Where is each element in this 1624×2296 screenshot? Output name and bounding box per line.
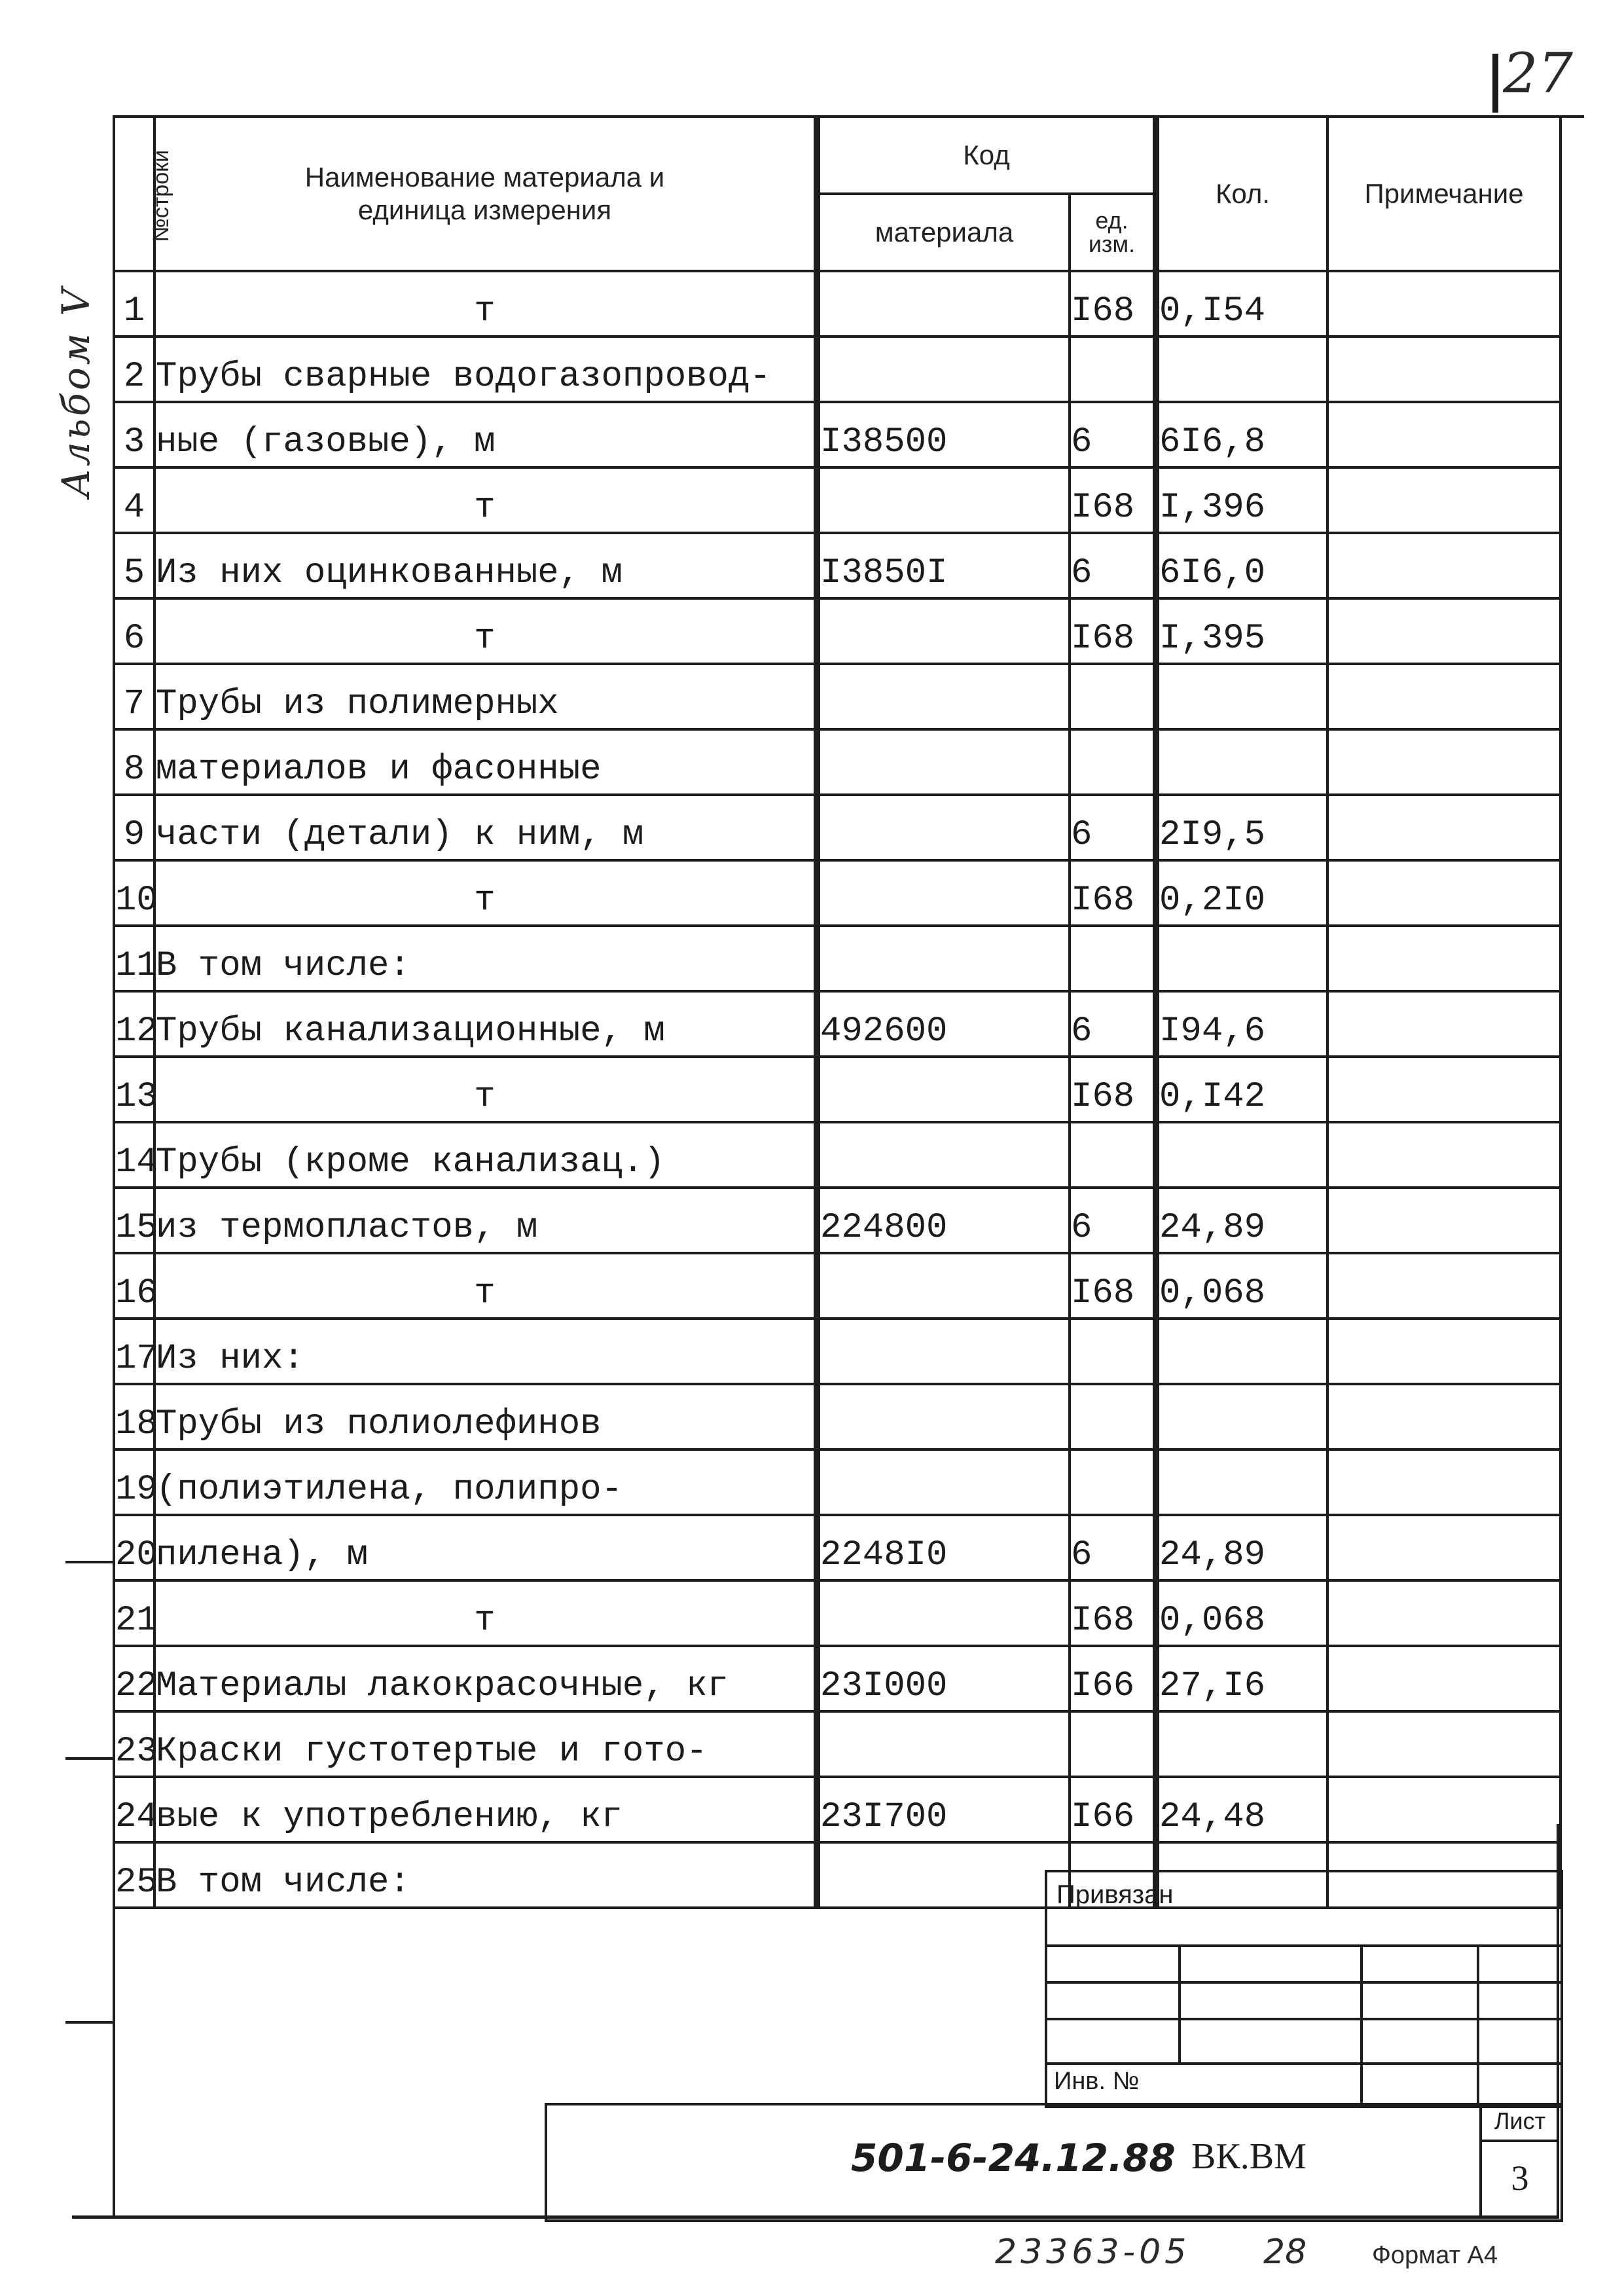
quantity: 0,068 xyxy=(1156,1580,1327,1646)
table-row xyxy=(114,1188,1561,1253)
quantity: 24,89 xyxy=(1156,1188,1327,1253)
code-unit-header: ед. изм. xyxy=(1070,194,1156,271)
stamp-grid-line xyxy=(1047,2062,1561,2065)
material-code: 224800 xyxy=(817,1188,1070,1253)
note xyxy=(1327,1253,1561,1319)
table-row xyxy=(114,991,1561,1057)
row-number: 13 xyxy=(114,1057,154,1122)
note xyxy=(1327,1319,1561,1384)
unit-code: 6 xyxy=(1070,402,1156,467)
row-number: 17 xyxy=(114,1319,154,1384)
material-name: т xyxy=(154,1057,817,1122)
material-code: I3850I xyxy=(817,533,1070,598)
note xyxy=(1327,1580,1561,1646)
note xyxy=(1327,1122,1561,1188)
material-code xyxy=(817,271,1070,337)
note xyxy=(1327,1515,1561,1580)
note xyxy=(1327,402,1561,467)
table-row xyxy=(114,926,1561,991)
row-number: 3 xyxy=(114,402,154,467)
table-row xyxy=(114,795,1561,860)
row-number-header-text: №строки xyxy=(148,149,173,242)
unit-code: 6 xyxy=(1070,1188,1156,1253)
material-name: Трубы из полимерных xyxy=(154,664,817,729)
album-label xyxy=(54,262,99,498)
material-code xyxy=(817,598,1070,664)
material-name: т xyxy=(154,860,817,926)
quantity xyxy=(1156,1711,1327,1777)
material-name: Из них: xyxy=(154,1319,817,1384)
quantity xyxy=(1156,1319,1327,1384)
table-row xyxy=(114,729,1561,795)
row-number: 15 xyxy=(114,1188,154,1253)
margin-tick xyxy=(65,1561,114,1563)
note xyxy=(1327,991,1561,1057)
material-code xyxy=(817,1057,1070,1122)
unit-code: I68 xyxy=(1070,467,1156,533)
note xyxy=(1327,1057,1561,1122)
quantity xyxy=(1156,729,1327,795)
table-row xyxy=(114,1122,1561,1188)
row-number: 8 xyxy=(114,729,154,795)
material-code xyxy=(817,337,1070,402)
material-name: В том числе: xyxy=(154,1842,817,1908)
note xyxy=(1327,533,1561,598)
row-number-header xyxy=(114,117,173,271)
unit-code: I68 xyxy=(1070,271,1156,337)
inventory-number-label: Инв. № xyxy=(1054,2068,1140,2095)
stamp-grid-line xyxy=(1047,2018,1561,2020)
document-code: 501-6-24.12.88 xyxy=(851,2136,1176,2180)
material-code xyxy=(817,1449,1070,1515)
frame-left-line xyxy=(113,1824,115,2217)
note xyxy=(1327,1646,1561,1711)
stamp-grid-line xyxy=(1047,1944,1561,1947)
stamp-grid-line xyxy=(1047,1981,1561,1984)
quantity: 2I9,5 xyxy=(1156,795,1327,860)
row-number: 18 xyxy=(114,1384,154,1449)
row-number: 4 xyxy=(114,467,154,533)
note xyxy=(1327,795,1561,860)
row-number: 23 xyxy=(114,1711,154,1777)
quantity xyxy=(1156,1384,1327,1449)
material-code xyxy=(817,1253,1070,1319)
material-name: вые к употреблению, кг xyxy=(154,1777,817,1842)
material-code: I38500 xyxy=(817,402,1070,467)
specification-table xyxy=(113,115,1562,1909)
quantity-header: Кол. xyxy=(1156,117,1327,271)
quantity: 0,I54 xyxy=(1156,271,1327,337)
material-name: материалов и фасонные xyxy=(154,729,817,795)
code-group-header: Код xyxy=(817,117,1156,194)
sheet-label: Лист xyxy=(1482,2103,1558,2142)
table-row xyxy=(114,1319,1561,1384)
unit-code: 6 xyxy=(1070,533,1156,598)
material-code xyxy=(817,1122,1070,1188)
quantity: 0,068 xyxy=(1156,1253,1327,1319)
note-header: Примечание xyxy=(1327,117,1561,271)
row-number: 1 xyxy=(114,271,154,337)
table-row xyxy=(114,1449,1561,1515)
quantity xyxy=(1156,1449,1327,1515)
page-number-bar xyxy=(1492,54,1498,113)
material-code xyxy=(817,1711,1070,1777)
quantity: 27,I6 xyxy=(1156,1646,1327,1711)
row-number: 7 xyxy=(114,664,154,729)
unit-code: I66 xyxy=(1070,1777,1156,1842)
row-number: 12 xyxy=(114,991,154,1057)
table-row xyxy=(114,598,1561,664)
unit-code: 6 xyxy=(1070,1515,1156,1580)
margin-tick xyxy=(65,1757,114,1760)
note xyxy=(1327,1449,1561,1515)
unit-code: I68 xyxy=(1070,1253,1156,1319)
unit-code: I66 xyxy=(1070,1646,1156,1711)
material-name: Трубы сварные водогазопровод- xyxy=(154,337,817,402)
format-label: Формат А4 xyxy=(1372,2242,1498,2269)
unit-code xyxy=(1070,926,1156,991)
note xyxy=(1327,664,1561,729)
unit-code: I68 xyxy=(1070,1057,1156,1122)
table-row xyxy=(114,1711,1561,1777)
header-row-top xyxy=(114,117,1561,194)
note xyxy=(1327,860,1561,926)
material-name: Краски густотертые и гото- xyxy=(154,1711,817,1777)
unit-code xyxy=(1070,1122,1156,1188)
quantity: 0,I42 xyxy=(1156,1057,1327,1122)
row-number: 2 xyxy=(114,337,154,402)
table-row xyxy=(114,1057,1561,1122)
material-name: т xyxy=(154,1580,817,1646)
quantity: I94,6 xyxy=(1156,991,1327,1057)
quantity: 0,2I0 xyxy=(1156,860,1327,926)
note xyxy=(1327,1711,1561,1777)
stamp-grid-vline xyxy=(1360,1944,1363,2105)
material-code xyxy=(817,1842,1070,1908)
material-code xyxy=(817,664,1070,729)
material-name: ные (газовые), м xyxy=(154,402,817,467)
row-number: 20 xyxy=(114,1515,154,1580)
note xyxy=(1327,1777,1561,1842)
note xyxy=(1327,926,1561,991)
material-name: из термопластов, м xyxy=(154,1188,817,1253)
album-label-text: Альбом V xyxy=(54,285,98,498)
unit-code xyxy=(1070,1711,1156,1777)
unit-code xyxy=(1070,1319,1156,1384)
note xyxy=(1327,271,1561,337)
quantity: 6I6,8 xyxy=(1156,402,1327,467)
quantity: 24,48 xyxy=(1156,1777,1327,1842)
unit-code xyxy=(1070,664,1156,729)
material-code xyxy=(817,1384,1070,1449)
row-number: 22 xyxy=(114,1646,154,1711)
document-suffix: ВК.ВМ xyxy=(1191,2136,1307,2177)
row-number: 14 xyxy=(114,1122,154,1188)
stamp-grid-vline xyxy=(1477,1944,1479,2105)
note xyxy=(1327,467,1561,533)
table-row xyxy=(114,1646,1561,1711)
material-code: 2248I0 xyxy=(817,1515,1070,1580)
material-code xyxy=(817,467,1070,533)
note xyxy=(1327,1188,1561,1253)
material-code: 492600 xyxy=(817,991,1070,1057)
row-number: 21 xyxy=(114,1580,154,1646)
material-name: Из них оцинкованные, м xyxy=(154,533,817,598)
sheet-number: 3 xyxy=(1511,2159,1529,2198)
table-row xyxy=(114,271,1561,337)
material-name: т xyxy=(154,1253,817,1319)
unit-code: I68 xyxy=(1070,598,1156,664)
material-code xyxy=(817,926,1070,991)
quantity xyxy=(1156,337,1327,402)
table-row xyxy=(114,1777,1561,1842)
quantity xyxy=(1156,664,1327,729)
quantity xyxy=(1156,1122,1327,1188)
note xyxy=(1327,729,1561,795)
material-name: Материалы лакокрасочные, кг xyxy=(154,1646,817,1711)
row-number: 25 xyxy=(114,1842,154,1908)
material-name: Трубы из полиолефинов xyxy=(154,1384,817,1449)
row-number: 9 xyxy=(114,795,154,860)
unit-code: I68 xyxy=(1070,1580,1156,1646)
table-row xyxy=(114,1515,1561,1580)
table-row xyxy=(114,860,1561,926)
table-row xyxy=(114,664,1561,729)
table-row xyxy=(114,1384,1561,1449)
material-name: Трубы канализационные, м xyxy=(154,991,817,1057)
quantity xyxy=(1156,926,1327,991)
material-name: т xyxy=(154,467,817,533)
material-code xyxy=(817,1319,1070,1384)
table-row xyxy=(114,402,1561,467)
material-code xyxy=(817,795,1070,860)
note xyxy=(1327,598,1561,664)
page-number: 27 xyxy=(1503,41,1573,105)
quantity: I,396 xyxy=(1156,467,1327,533)
note xyxy=(1327,1384,1561,1449)
handwritten-number: 23363-05 xyxy=(995,2232,1191,2272)
unit-code: I68 xyxy=(1070,860,1156,926)
unit-code: 6 xyxy=(1070,991,1156,1057)
material-name: (полиэтилена, полипро- xyxy=(154,1449,817,1515)
material-name: В том числе: xyxy=(154,926,817,991)
row-number: 16 xyxy=(114,1253,154,1319)
table-row xyxy=(114,337,1561,402)
material-code: 23I700 xyxy=(817,1777,1070,1842)
table-row xyxy=(114,1253,1561,1319)
unit-code xyxy=(1070,729,1156,795)
table-row xyxy=(114,533,1561,598)
row-number: 10 xyxy=(114,860,154,926)
unit-code xyxy=(1070,337,1156,402)
material-name: Трубы (кроме канализац.) xyxy=(154,1122,817,1188)
material-name: т xyxy=(154,598,817,664)
row-number: 5 xyxy=(114,533,154,598)
handwritten-page: 28 xyxy=(1263,2232,1307,2272)
quantity: 24,89 xyxy=(1156,1515,1327,1580)
name-header: Наименование материала и единица измерения xyxy=(154,117,817,271)
table-body xyxy=(114,271,1561,1908)
note xyxy=(1327,337,1561,402)
unit-code xyxy=(1070,1384,1156,1449)
material-name: т xyxy=(154,271,817,337)
margin-tick xyxy=(65,2021,114,2024)
attached-label: Привязан xyxy=(1056,1880,1174,1909)
table-row xyxy=(114,1580,1561,1646)
approval-stamp xyxy=(1045,1870,1563,2108)
stamp-grid-vline xyxy=(1178,1944,1181,2062)
row-number: 11 xyxy=(114,926,154,991)
table-row xyxy=(114,467,1561,533)
quantity: I,395 xyxy=(1156,598,1327,664)
material-code xyxy=(817,860,1070,926)
material-name: пилена), м xyxy=(154,1515,817,1580)
unit-code: 6 xyxy=(1070,795,1156,860)
row-number: 6 xyxy=(114,598,154,664)
material-code xyxy=(817,729,1070,795)
material-code: 23I000 xyxy=(817,1646,1070,1711)
row-number: 19 xyxy=(114,1449,154,1515)
unit-code xyxy=(1070,1449,1156,1515)
material-code xyxy=(817,1580,1070,1646)
row-number: 24 xyxy=(114,1777,154,1842)
quantity: 6I6,0 xyxy=(1156,533,1327,598)
material-name: части (детали) к ним, м xyxy=(154,795,817,860)
code-material-header: материала xyxy=(817,194,1070,271)
